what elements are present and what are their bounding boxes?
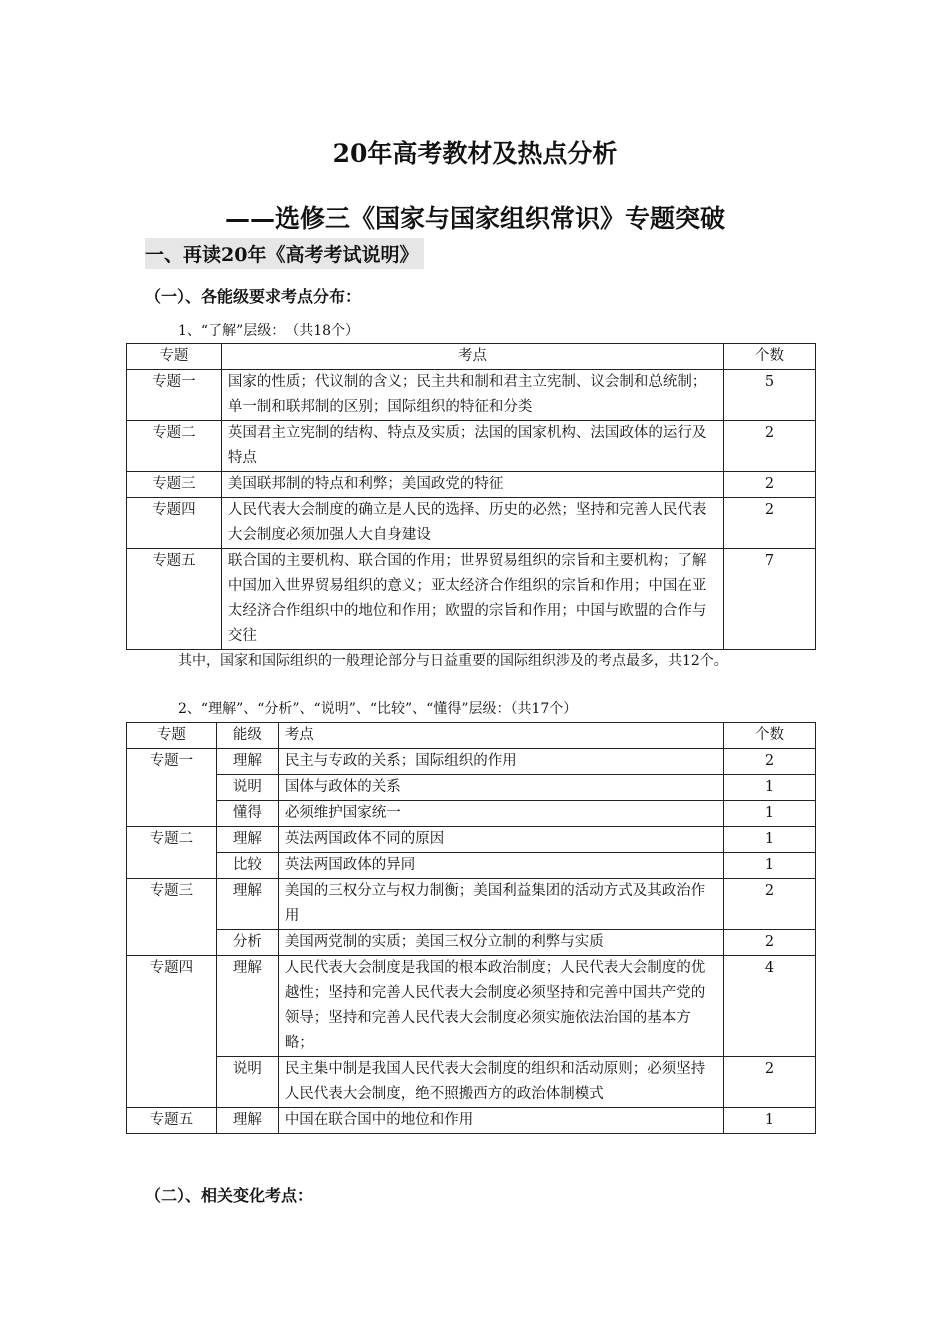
header-count: 个数	[724, 344, 816, 370]
ability-level-table	[126, 722, 816, 1134]
level-cell: 说明	[216, 1057, 278, 1108]
topic-cell: 专题一	[127, 370, 222, 421]
points-cell: 英法两国政体不同的原因	[278, 827, 723, 853]
points-cell: 美国两党制的实质；美国三权分立制的利弊与实质	[278, 930, 723, 956]
table-row	[127, 827, 816, 853]
table-row	[127, 1108, 816, 1134]
level-cell: 说明	[216, 775, 278, 801]
points-cell: 民主集中制是我国人民代表大会制度的组织和活动原则；必须坚持人民代表大会制度，绝不照搬西方的政治体制模式	[278, 1057, 723, 1108]
points-cell: 人民代表大会制度的确立是人民的选择、历史的必然；坚持和完善人民代表大会制度必须加强人大自身建设	[221, 498, 723, 549]
count-cell: 4	[724, 956, 816, 1057]
count-cell: 1	[724, 775, 816, 801]
count-cell: 2	[724, 879, 816, 930]
count-cell: 2	[724, 1057, 816, 1108]
points-cell: 国体与政体的关系	[278, 775, 723, 801]
table-row	[127, 421, 816, 472]
table-row	[127, 930, 816, 956]
points-cell: 英国君主立宪制的结构、特点及实质；法国的国家机构、法国政体的运行及特点	[221, 421, 723, 472]
topic-cell: 专题四	[127, 498, 222, 549]
level-cell: 理解	[216, 956, 278, 1057]
table-row	[127, 549, 816, 650]
header-level: 能级	[216, 723, 278, 749]
header-topic: 专题	[127, 723, 217, 749]
level-cell: 理解	[216, 827, 278, 853]
topic-cell: 专题三	[127, 472, 222, 498]
count-cell: 1	[724, 1108, 816, 1134]
count-cell: 2	[724, 472, 816, 498]
points-cell: 民主与专政的关系；国际组织的作用	[278, 749, 723, 775]
count-cell: 1	[724, 827, 816, 853]
table-row	[127, 1057, 816, 1108]
document-subtitle: ——选修三《国家与国家组织常识》专题突破	[224, 204, 725, 233]
table-row	[127, 498, 816, 549]
document-title: 20年高考教材及热点分析	[332, 139, 618, 168]
level-cell: 理解	[216, 749, 278, 775]
subsection-heading-2: （二）、相关变化考点：	[145, 1186, 314, 1205]
points-cell: 美国联邦制的特点和利弊；美国政党的特征	[221, 472, 723, 498]
count-cell: 7	[724, 549, 816, 650]
points-cell: 国家的性质；代议制的含义；民主共和制和君主立宪制、议会制和总统制；单一制和联邦制的区别；国际组织的特征和分类	[221, 370, 723, 421]
count-cell: 2	[724, 930, 816, 956]
header-count: 个数	[724, 723, 816, 749]
understand-level-table	[126, 343, 816, 650]
count-cell: 1	[724, 853, 816, 879]
header-points: 考点	[278, 723, 723, 749]
header-topic: 专题	[127, 344, 222, 370]
table-row	[127, 879, 816, 930]
count-cell: 5	[724, 370, 816, 421]
topic-cell: 专题一	[127, 749, 217, 827]
section-heading: 一、再读20年《高考考试说明》	[145, 238, 424, 269]
level-cell: 懂得	[216, 801, 278, 827]
table-row	[127, 956, 816, 1057]
topic-cell: 专题五	[127, 549, 222, 650]
summary-note: 其中，国家和国际组织的一般理论部分与日益重要的国际组织涉及的考点最多，共12个。	[178, 653, 728, 669]
table-row	[127, 749, 816, 775]
points-cell: 美国的三权分立与权力制衡；美国利益集团的活动方式及其政治作用	[278, 879, 723, 930]
table-row	[127, 853, 816, 879]
level-cell: 比较	[216, 853, 278, 879]
topic-cell: 专题三	[127, 879, 217, 956]
table1-caption: 1、“了解”层级： （共18个）	[178, 323, 360, 339]
table-row	[127, 801, 816, 827]
count-cell: 2	[724, 749, 816, 775]
level-cell: 理解	[216, 1108, 278, 1134]
table-row	[127, 775, 816, 801]
points-cell: 联合国的主要机构、联合国的作用；世界贸易组织的宗旨和主要机构；了解中国加入世界贸易组织的意义；亚太经济合作组织的宗旨和作用；中国在亚太经济合作组织中的地位和作用；欧盟的宗旨和作用；中国与欧盟的合作与交往	[221, 549, 723, 650]
level-cell: 分析	[216, 930, 278, 956]
topic-cell: 专题五	[127, 1108, 217, 1134]
table-header-row	[127, 723, 816, 749]
topic-cell: 专题二	[127, 827, 217, 879]
count-cell: 1	[724, 801, 816, 827]
table-header-row	[127, 344, 816, 370]
subsection-heading-1: （一）、各能级要求考点分布：	[145, 287, 362, 306]
points-cell: 必须维护国家统一	[278, 801, 723, 827]
table-row	[127, 370, 816, 421]
count-cell: 2	[724, 498, 816, 549]
points-cell: 中国在联合国中的地位和作用	[278, 1108, 723, 1134]
header-points: 考点	[221, 344, 723, 370]
points-cell: 人民代表大会制度是我国的根本政治制度；人民代表大会制度的优越性；坚持和完善人民代表大会制度必须坚持和完善中国共产党的领导；坚持和完善人民代表大会制度必须实施依法治国的基本方略；	[278, 956, 723, 1057]
topic-cell: 专题四	[127, 956, 217, 1108]
points-cell: 英法两国政体的异同	[278, 853, 723, 879]
count-cell: 2	[724, 421, 816, 472]
table2-caption: 2、“理解”、“分析”、“说明”、“比较”、“懂得”层级：（共17个）	[178, 701, 578, 717]
level-cell: 理解	[216, 879, 278, 930]
table-row	[127, 472, 816, 498]
topic-cell: 专题二	[127, 421, 222, 472]
